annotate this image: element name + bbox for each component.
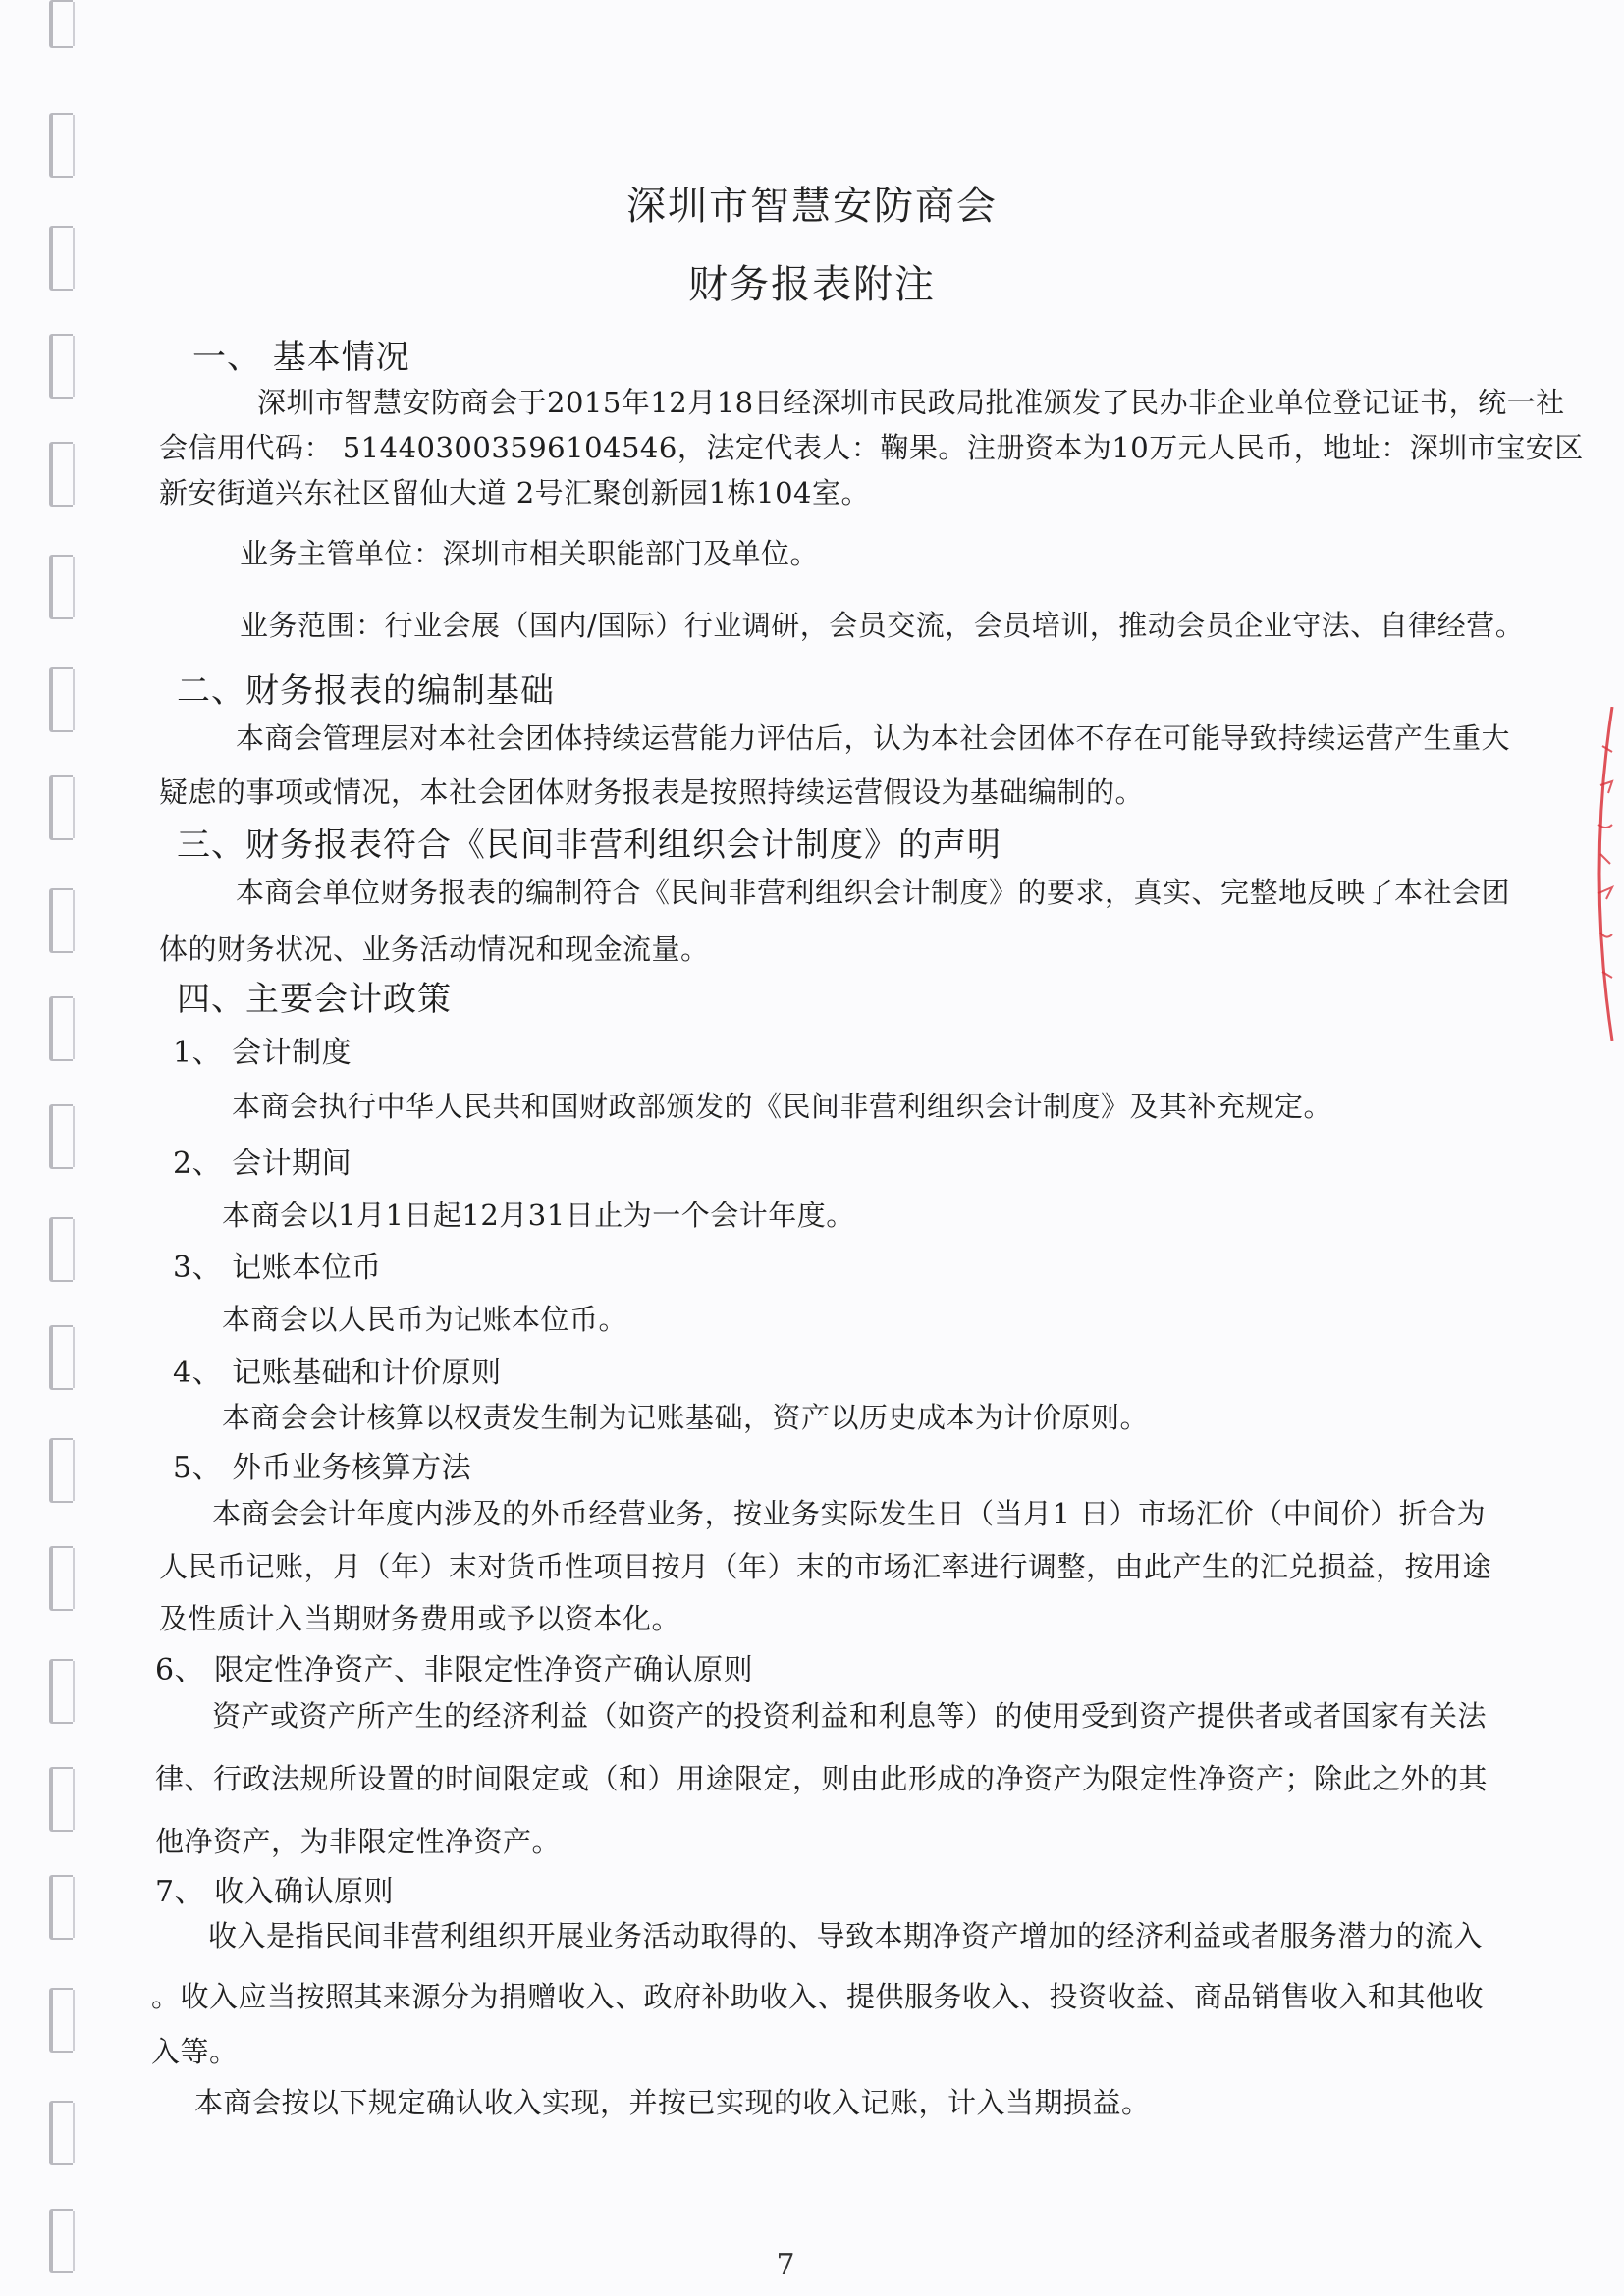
subsection-heading: 3、 记账本位币 (173, 1251, 382, 1285)
paragraph-line: 本商会会计年度内涉及的外币经营业务，按业务实际发生日（当月1 日）市场汇价（中间价）折合为 (212, 1497, 1487, 1530)
paragraph-line: 本商会按以下规定确认收入实现，并按已实现的收入记账，计入当期损益。 (194, 2086, 1151, 2119)
binding-mark (49, 1217, 73, 1282)
section-heading: 四、主要会计政策 (177, 980, 452, 1019)
paragraph-line: 。收入应当按照其来源分为捐赠收入、政府补助收入、提供服务收入、投资收益、商品销售收入和其他收 (151, 1980, 1485, 2013)
org-title: 深圳市智慧安防商会 (626, 184, 998, 229)
paragraph-line: 本商会以人民币为记账本位币。 (222, 1303, 628, 1336)
binding-mark (49, 1325, 73, 1390)
section-heading: 二、财务报表的编制基础 (177, 671, 555, 711)
section-heading: 三、财务报表符合《民间非营利组织会计制度》的声明 (177, 826, 1001, 865)
binding-mark (49, 113, 73, 178)
paragraph-line: 本商会执行中华人民共和国财政部颁发的《民间非营利组织会计制度》及其补充规定。 (232, 1090, 1333, 1123)
paragraph-line: 疑虑的事项或情况，本社会团体财务报表是按照持续运营假设为基础编制的。 (159, 775, 1145, 809)
paragraph-line: 新安街道兴东社区留仙大道 2号汇聚创新园1栋104室。 (159, 476, 870, 509)
seal-stamp-fragment (1583, 707, 1624, 1041)
paragraph-line: 及性质计入当期财务费用或予以资本化。 (159, 1602, 681, 1635)
paragraph-line: 资产或资产所产生的经济利益（如资产的投资利益和利息等）的使用受到资产提供者或者国家有关法 (212, 1699, 1488, 1733)
subsection-heading: 4、 记账基础和计价原则 (173, 1356, 502, 1390)
binding-mark (49, 1767, 73, 1832)
paragraph-line: 本商会单位财务报表的编制符合《民间非营利组织会计制度》的要求，真实、完整地反映了本社会团 (236, 876, 1511, 909)
paragraph-line: 业务主管单位：深圳市相关职能部门及单位。 (240, 537, 820, 570)
binding-mark (49, 442, 73, 507)
page-number: 7 (776, 2248, 795, 2282)
binding-mark (49, 775, 73, 840)
subsection-heading: 6、 限定性净资产、非限定性净资产确认原则 (155, 1653, 754, 1687)
subsection-heading: 1、 会计制度 (173, 1036, 352, 1070)
binding-mark (49, 555, 73, 619)
binding-mark (49, 334, 73, 399)
paragraph-line: 业务范围：行业会展（国内/国际）行业调研，会员交流，会员培训，推动会员企业守法、自律经营。 (240, 609, 1525, 642)
binding-mark (49, 2101, 73, 2165)
paragraph-line: 本商会以1月1日起12月31日止为一个会计年度。 (222, 1199, 855, 1232)
section-heading: 一、 基本情况 (192, 338, 410, 377)
binding-mark (49, 667, 73, 732)
paragraph-line: 他净资产，为非限定性净资产。 (155, 1825, 562, 1858)
paragraph-line: 入等。 (151, 2035, 239, 2068)
subsection-heading: 2、 会计期间 (173, 1147, 352, 1181)
subsection-heading: 7、 收入确认原则 (155, 1875, 395, 1909)
binding-mark (49, 1438, 73, 1503)
binding-mark (49, 1104, 73, 1169)
document-title: 财务报表附注 (688, 262, 936, 307)
paragraph-line: 人民币记账，月（年）末对货币性项目按月（年）末的市场汇率进行调整，由此产生的汇兑损益，按用途 (159, 1550, 1492, 1583)
binding-mark (49, 0, 73, 48)
binding-mark (49, 1546, 73, 1611)
binding-mark (49, 1659, 73, 1724)
binding-mark (49, 1988, 73, 2053)
binding-holes (49, 0, 79, 2296)
paragraph-line: 会信用代码： 514403003596104546，法定代表人：鞠果。注册资本为10万元人民币，地址：深圳市宝安区 (159, 431, 1584, 464)
binding-mark (49, 888, 73, 953)
binding-mark (49, 996, 73, 1061)
subsection-heading: 5、 外币业务核算方法 (173, 1451, 472, 1485)
paragraph-line: 收入是指民间非营利组织开展业务活动取得的、导致本期净资产增加的经济利益或者服务潜力的流入 (208, 1919, 1484, 1952)
paragraph-line: 律、行政法规所设置的时间限定或（和）用途限定，则由此形成的净资产为限定性净资产；除此之外的其 (155, 1762, 1489, 1795)
paragraph-line: 本商会会计核算以权责发生制为记账基础，资产以历史成本为计价原则。 (222, 1401, 1150, 1434)
paragraph-line: 本商会管理层对本社会团体持续运营能力评估后，认为本社会团体不存在可能导致持续运营产生重大 (236, 721, 1511, 755)
paragraph-line: 深圳市智慧安防商会于2015年12月18日经深圳市民政局批准颁发了民办非企业单位登记证书，统一社 (257, 386, 1565, 419)
binding-mark (49, 1875, 73, 1940)
paragraph-line: 体的财务状况、业务活动情况和现金流量。 (159, 933, 710, 966)
